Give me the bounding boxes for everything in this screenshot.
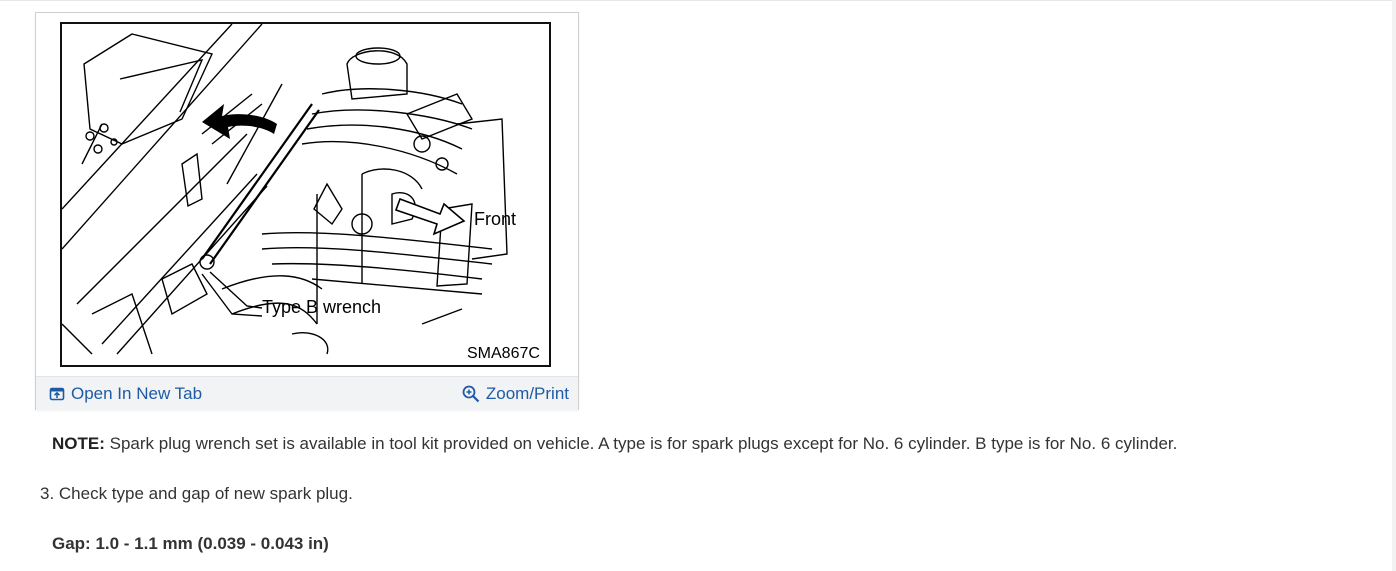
- front-label: Front: [474, 209, 517, 229]
- open-in-new-tab-label: Open In New Tab: [71, 384, 203, 403]
- note-label: NOTE:: [52, 434, 105, 453]
- zoom-icon: [462, 385, 480, 403]
- zoom-print-label: Zoom/Print: [485, 384, 569, 403]
- figure-card: [35, 12, 579, 410]
- open-in-new-tab-icon: [49, 386, 65, 402]
- zoom-print-link[interactable]: [462, 384, 569, 404]
- note-paragraph: [52, 434, 1177, 454]
- note-text: Spark plug wrench set is available in tool kit provided on vehicle. A type is for spark plugs except for No. 6 cylinder. B type is for No. 6 cylinder.: [104, 434, 1178, 453]
- engine-line-drawing: [62, 24, 549, 365]
- figure-code: SMA867C: [467, 345, 540, 362]
- gap-spec: Gap: 1.0 - 1.1 mm (0.039 - 0.043 in): [52, 534, 329, 553]
- figure-toolbar: [36, 376, 578, 410]
- open-in-new-tab-link[interactable]: [49, 384, 202, 404]
- step-3-text: 3. Check type and gap of new spark plug.: [40, 484, 353, 503]
- top-divider: [0, 0, 1396, 1]
- engine-illustration: [60, 22, 551, 367]
- wrench-label: Type B wrench: [262, 297, 382, 317]
- scrollbar-track[interactable]: [1392, 0, 1396, 571]
